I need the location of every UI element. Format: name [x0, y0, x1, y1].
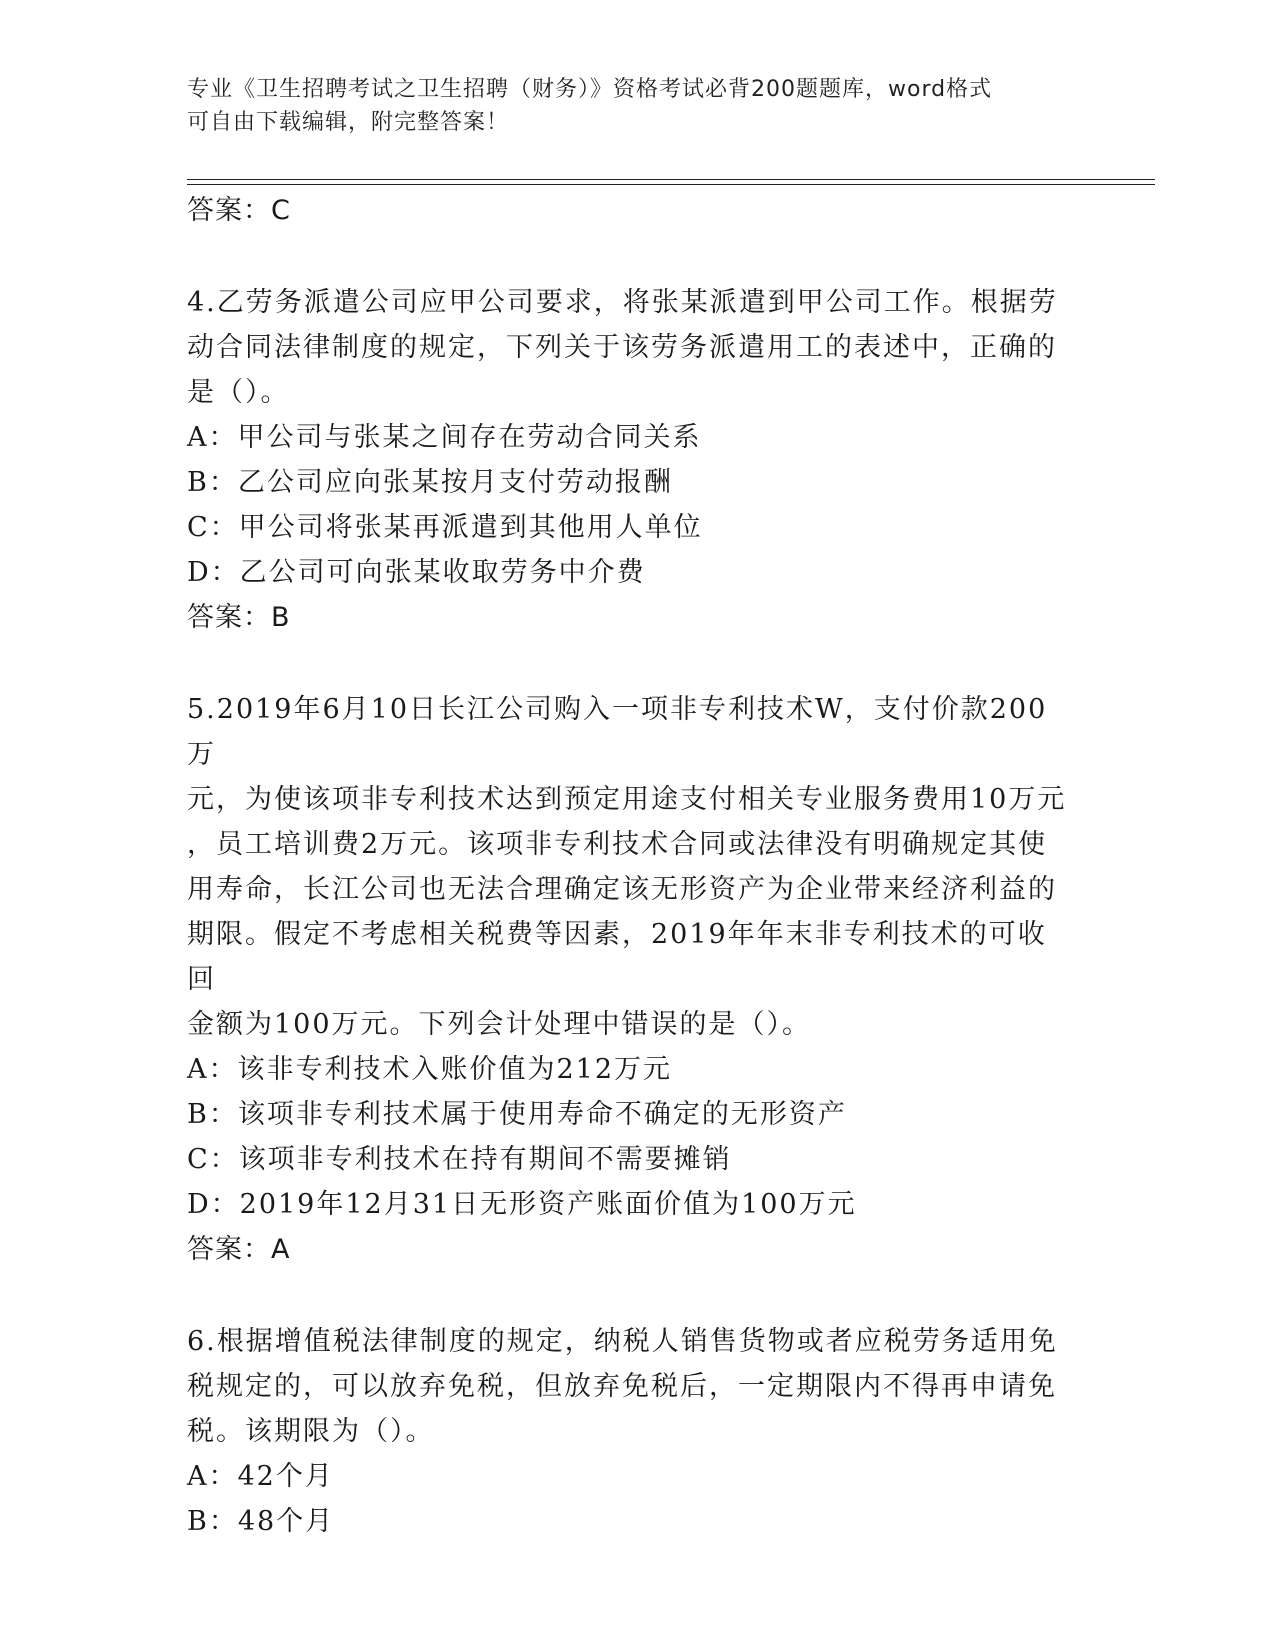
option-c: C：甲公司将张某再派遣到其他用人单位 — [187, 512, 703, 543]
option-b: B：乙公司应向张某按月支付劳动报酬 — [187, 467, 673, 498]
answer: 答案：A — [187, 1234, 291, 1265]
option-d: D：乙公司可向张某收取劳务中介费 — [187, 557, 646, 588]
spacer — [187, 1273, 1067, 1319]
header-line-2: 可自由下载编辑，附完整答案！ — [187, 110, 510, 135]
answer: 答案：B — [187, 602, 291, 633]
question-4 — [187, 280, 1067, 641]
option-b: B：48个月 — [187, 1506, 335, 1537]
header-rule-bottom — [187, 184, 1155, 185]
page-content — [187, 188, 1067, 1544]
option-b: B：该项非专利技术属于使用寿命不确定的无形资产 — [187, 1099, 847, 1130]
question-line: 税规定的，可以放弃免税，但放弃免税后，一定期限内不得再申请免 — [187, 1371, 1057, 1402]
previous-answer: 答案：C — [187, 195, 291, 226]
question-line: 动合同法律制度的规定，下列关于该劳务派遣用工的表述中，正确的 — [187, 332, 1057, 363]
spacer — [187, 234, 1067, 280]
header-rule-top — [187, 179, 1155, 180]
question-6 — [187, 1319, 1067, 1544]
question-line: ，员工培训费2万元。该项非专利技术合同或法律没有明确规定其使 — [187, 829, 1048, 860]
header-line-1: 专业《卫生招聘考试之卫生招聘（财务）》资格考试必背200题题库，word格式 — [187, 77, 993, 102]
question-line: 5.2019年6月10日长江公司购入一项非专利技术W，支付价款200万 — [187, 694, 1048, 770]
option-c: C：该项非专利技术在持有期间不需要摊销 — [187, 1144, 732, 1175]
question-line: 金额为100万元。下列会计处理中错误的是（）。 — [187, 1009, 812, 1040]
option-a: A：该非专利技术入账价值为212万元 — [187, 1054, 673, 1085]
question-line: 元，为使该项非专利技术达到预定用途支付相关专业服务费用10万元 — [187, 784, 1067, 815]
question-line: 用寿命，长江公司也无法合理确定该无形资产为企业带来经济利益的 — [187, 874, 1057, 905]
question-line: 6.根据增值税法律制度的规定，纳税人销售货物或者应税劳务适用免 — [187, 1326, 1058, 1357]
question-line: 税。该期限为（）。 — [187, 1416, 435, 1447]
page-header — [187, 73, 1087, 139]
option-a: A：甲公司与张某之间存在劳动合同关系 — [187, 422, 702, 453]
option-d: D：2019年12月31日无形资产账面价值为100万元 — [187, 1189, 857, 1220]
option-a: A：42个月 — [187, 1461, 334, 1492]
spacer — [187, 641, 1067, 687]
question-line: 4.乙劳务派遣公司应甲公司要求，将张某派遣到甲公司工作。根据劳 — [187, 287, 1058, 318]
question-5 — [187, 687, 1067, 1273]
question-line: 是（）。 — [187, 377, 290, 408]
question-line: 期限。假定不考虑相关税费等因素，2019年年末非专利技术的可收回 — [187, 919, 1047, 995]
